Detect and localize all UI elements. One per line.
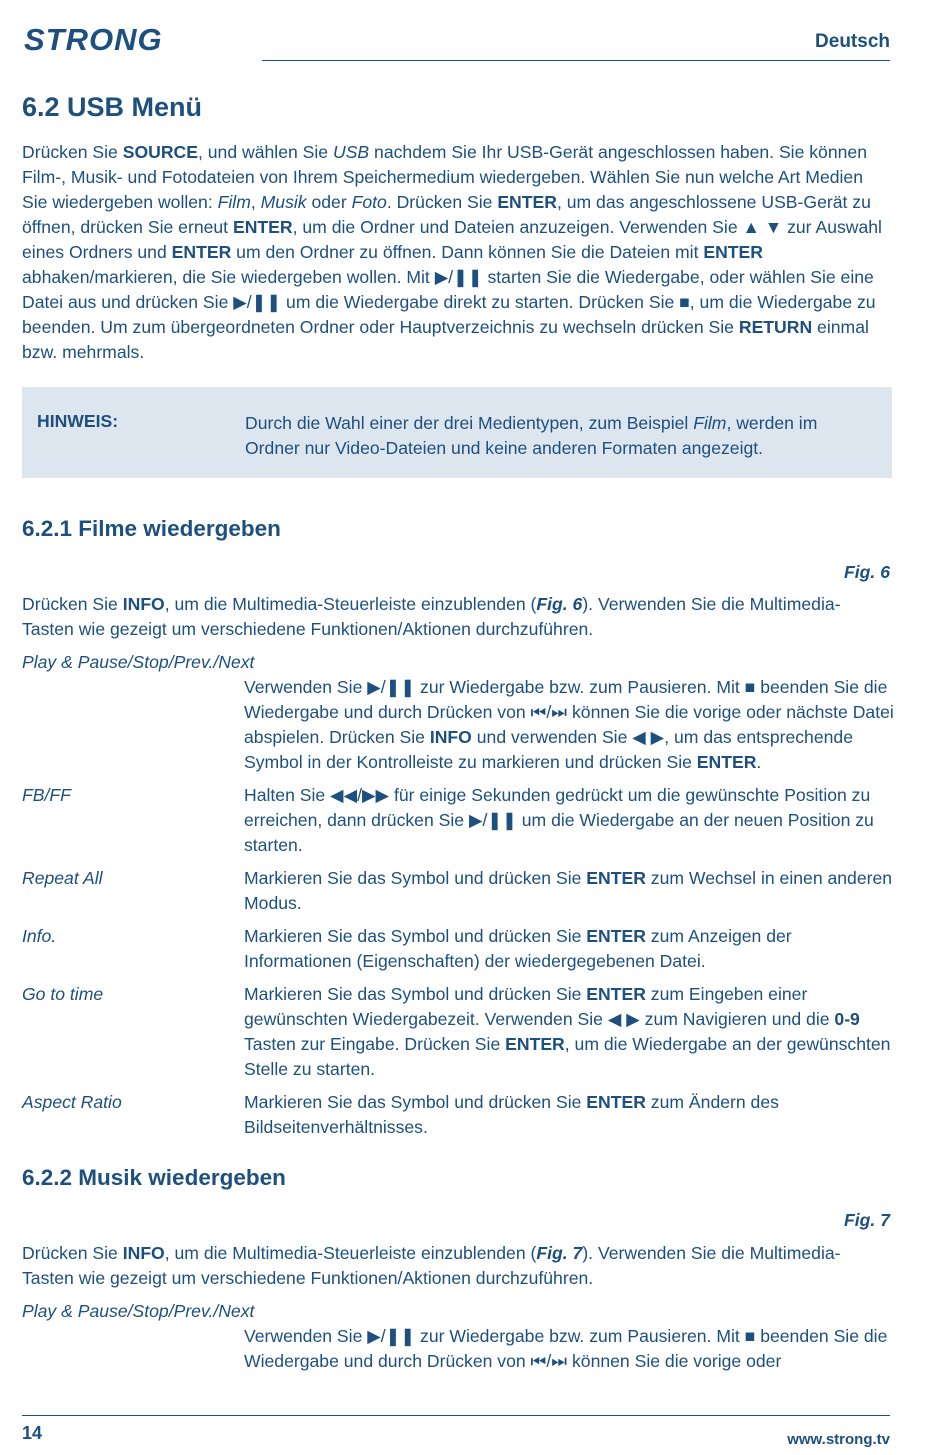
note-text: Durch die Wahl einer der drei Medientypen, zum Beispiel Film, werden im Ordner nur Video-Dateien und keine anderen Formaten angezeigt. bbox=[245, 413, 818, 458]
strong-logo bbox=[22, 22, 222, 56]
desc-music-play-pause: Verwenden Sie ▶/❚❚ zur Wiedergabe bzw. zum Pausieren. Mit ■ beenden Sie die Wiedergabe und durch Drücken von ⏮/⏭ können Sie die vorige oder bbox=[244, 1326, 888, 1371]
desc-aspect-ratio: Markieren Sie das Symbol und drücken Sie ENTER zum Ändern des Bildseitenverhältnisses. bbox=[244, 1092, 779, 1137]
film-intro: Drücken Sie INFO, um die Multimedia-Steuerleiste einzublenden (Fig. 6). Verwenden Sie die Multimedia-Tasten wie gezeigt um verschiedene Funktionen/Aktionen durchzuführen. bbox=[22, 594, 841, 639]
section-title: 6.2 USB Menü bbox=[22, 92, 203, 122]
desc-play-pause: Verwenden Sie ▶/❚❚ zur Wiedergabe bzw. zum Pausieren. Mit ■ beenden Sie die Wiedergabe und durch Drücken von ⏮/⏭ können Sie die vorige oder nächste Datei abspielen. Drücken Sie INFO und verwenden Sie ◀ ▶, um das entsprechende Symbol in der Kontrolleiste zu markieren und drücken Sie ENTER. bbox=[244, 677, 894, 772]
website-link[interactable]: www.strong.tv bbox=[787, 1431, 890, 1448]
desc-repeat-all: Markieren Sie das Symbol und drücken Sie ENTER zum Wechsel in einen anderen Modus. bbox=[244, 868, 893, 913]
film-section-title: 6.2.1 Filme wiedergeben bbox=[22, 516, 281, 541]
music-fig-label: Fig. 7 bbox=[844, 1210, 890, 1230]
page-number: 14 bbox=[22, 1423, 43, 1443]
note-box bbox=[22, 387, 892, 478]
note-label: HINWEIS: bbox=[37, 411, 119, 431]
footer-divider bbox=[22, 1415, 890, 1416]
term-play-pause: Play & Pause/Stop/Prev./Next bbox=[22, 652, 255, 672]
film-fig-label: Fig. 6 bbox=[844, 562, 890, 582]
desc-info: Markieren Sie das Symbol und drücken Sie ENTER zum Anzeigen der Informationen (Eigenschaften) der wiedergegebenen Datei. bbox=[244, 926, 792, 971]
header-divider bbox=[262, 60, 890, 61]
music-intro: Drücken Sie INFO, um die Multimedia-Steuerleiste einzublenden (Fig. 7). Verwenden Sie die Multimedia-Tasten wie gezeigt um verschiedene Funktionen/Aktionen durchzuführen. bbox=[22, 1243, 841, 1288]
term-aspect-ratio: Aspect Ratio bbox=[22, 1092, 122, 1112]
music-section-title: 6.2.2 Musik wiedergeben bbox=[22, 1165, 286, 1190]
term-go-to-time: Go to time bbox=[22, 984, 104, 1004]
term-repeat-all: Repeat All bbox=[22, 868, 103, 888]
term-info: Info. bbox=[22, 926, 57, 946]
section-intro: Drücken Sie SOURCE, und wählen Sie USB nachdem Sie Ihr USB-Gerät angeschlossen haben. Sie können Film-, Musik- und Fotodateien von Ihrem Speichermedium wiedergeben. Wählen Sie nun welche Art Medien Sie wiedergeben wollen: Film, Musik oder Foto. Drücken Sie ENTER, um das angeschlossene USB-Gerät zu öffnen, drücken Sie erneut ENTER, um die Ordner und Dateien anzuzeigen. Verwenden Sie ▲ ▼ zur Auswahl eines Ordners und ENTER um den Ordner zu öffnen. Dann können Sie die Dateien mit ENTER abhaken/markieren, die Sie wiedergeben wollen. Mit ▶/❚❚ starten Sie die Wiedergabe, oder wählen Sie eine Datei aus und drücken Sie ▶/❚❚ um die Wiedergabe direkt zu starten. Drücken Sie ■, um die Wiedergabe zu beenden. Um zum übergeordneten Ordner oder Hauptverzeichnis zu wechseln drücken Sie RETURN einmal bzw. mehrmals. bbox=[22, 142, 882, 362]
term-fb-ff: FB/FF bbox=[22, 785, 71, 805]
term-music-play-pause: Play & Pause/Stop/Prev./Next bbox=[22, 1301, 255, 1321]
desc-go-to-time: Markieren Sie das Symbol und drücken Sie ENTER zum Eingeben einer gewünschten Wiedergabezeit. Verwenden Sie ◀ ▶ zum Navigieren und die 0-9 Tasten zur Eingabe. Drücken Sie ENTER, um die Wiedergabe an der gewünschten Stelle zu starten. bbox=[244, 984, 891, 1079]
language-label: Deutsch bbox=[815, 31, 890, 52]
svg-text:STRONG: STRONG bbox=[24, 22, 163, 56]
desc-fb-ff: Halten Sie ◀◀/▶▶ für einige Sekunden gedrückt um die gewünschte Position zu erreichen, dann drücken Sie ▶/❚❚ um die Wiedergabe an der neuen Position zu starten. bbox=[244, 785, 874, 855]
